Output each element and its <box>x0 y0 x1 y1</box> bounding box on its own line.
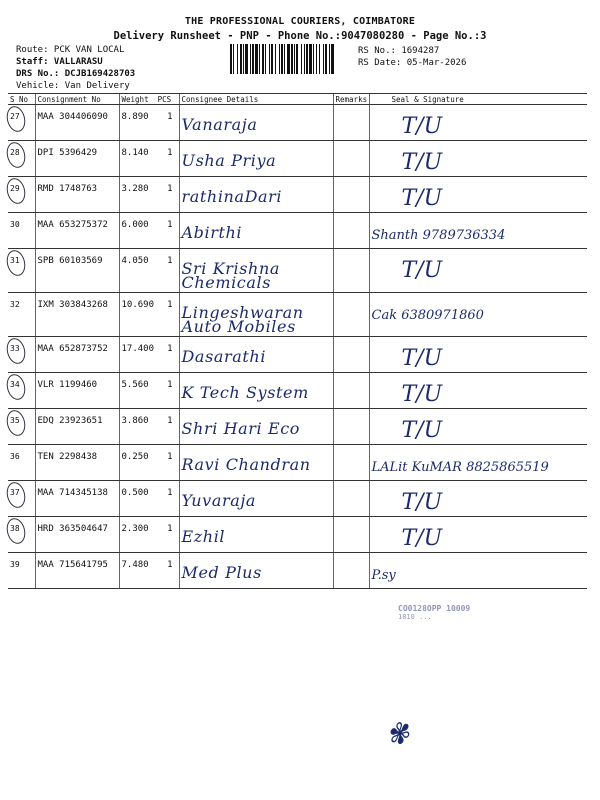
table-row <box>8 141 587 177</box>
sno-text: 29 <box>10 184 20 193</box>
row-pcs: 1 <box>167 184 173 194</box>
row-signature <box>369 481 587 517</box>
row-signature <box>369 293 587 337</box>
row-weight: 3.280 <box>121 184 149 194</box>
row-signature <box>369 249 587 293</box>
row-weight-pcs <box>119 105 179 141</box>
row-weight: 10.690 <box>121 300 155 310</box>
row-signature <box>369 517 587 553</box>
row-remarks <box>333 409 369 445</box>
row-weight-pcs <box>119 553 179 589</box>
sno-text: 34 <box>10 380 20 389</box>
handwritten-scribble: ✾ <box>381 714 415 755</box>
col-header-weight-pcs <box>119 94 179 105</box>
signature-handwriting: T/U <box>401 186 443 211</box>
row-weight: 0.500 <box>121 488 149 498</box>
row-consignee <box>179 293 333 337</box>
row-consignment: MAA 653275372 <box>35 213 119 249</box>
col-header-consignee: Consignee Details <box>179 94 333 105</box>
sno-text: 38 <box>10 524 20 533</box>
table-row <box>8 213 587 249</box>
row-consignment: MAA 652873752 <box>35 337 119 373</box>
row-weight-pcs <box>119 409 179 445</box>
row-consignment: DPI 5396429 <box>35 141 119 177</box>
stamp-line1: CO0128OPP 10009 <box>398 604 471 613</box>
row-signature <box>369 445 587 481</box>
row-weight-pcs <box>119 337 179 373</box>
consignee-handwriting: Abirthi <box>181 223 243 242</box>
row-consignment: TEN 2298438 <box>35 445 119 481</box>
col-header-seal: Seal & Signature <box>369 94 587 105</box>
consignee-handwriting: rathinaDari <box>181 187 283 206</box>
row-signature <box>369 373 587 409</box>
row-sno <box>8 177 35 213</box>
row-consignee <box>179 553 333 589</box>
check-circle-mark <box>4 176 28 206</box>
sno-text: 35 <box>10 416 20 425</box>
row-consignee <box>179 445 333 481</box>
consignee-handwriting: Lingeshwaran Auto Mobiles <box>181 303 304 336</box>
row-signature <box>369 105 587 141</box>
route-text: Route: PCK VAN LOCAL <box>16 45 125 55</box>
sno-text: 39 <box>10 560 20 569</box>
row-pcs: 1 <box>167 300 173 310</box>
check-circle-mark <box>4 140 28 170</box>
check-circle-mark <box>4 336 28 366</box>
row-sno <box>8 293 35 337</box>
row-pcs: 1 <box>167 220 173 230</box>
row-sno <box>8 373 35 409</box>
row-remarks <box>333 249 369 293</box>
row-weight: 3.860 <box>121 416 149 426</box>
row-consignment: MAA 304406090 <box>35 105 119 141</box>
drs-number: DRS No.: DCJB169428703 <box>16 69 136 79</box>
table-row <box>8 249 587 293</box>
row-consignment: EDQ 23923651 <box>35 409 119 445</box>
signature-handwriting: T/U <box>401 114 443 139</box>
signature-handwriting: Shanth 9789736334 <box>371 228 506 243</box>
row-consignee <box>179 141 333 177</box>
row-remarks <box>333 337 369 373</box>
row-sno <box>8 553 35 589</box>
row-consignee <box>179 249 333 293</box>
sno-text: 37 <box>10 488 20 497</box>
consignee-handwriting: Ezhil <box>181 527 226 546</box>
row-pcs: 1 <box>167 112 173 122</box>
row-consignment: SPB 60103569 <box>35 249 119 293</box>
row-pcs: 1 <box>167 488 173 498</box>
row-pcs: 1 <box>167 256 173 266</box>
col-header-weight: Weight <box>121 94 149 104</box>
row-pcs: 1 <box>167 344 173 354</box>
col-header-sno: S No <box>8 94 35 105</box>
row-consignee <box>179 517 333 553</box>
row-pcs: 1 <box>167 416 173 426</box>
check-circle-mark <box>4 372 28 402</box>
signature-handwriting: T/U <box>401 346 443 371</box>
row-consignee <box>179 409 333 445</box>
consignee-handwriting: Usha Priya <box>181 151 277 170</box>
signature-handwriting: T/U <box>401 382 443 407</box>
col-header-consignment: Consignment No <box>35 94 119 105</box>
check-circle-mark <box>4 480 28 510</box>
row-remarks <box>333 177 369 213</box>
rs-number: RS No.: 1694287 <box>358 46 440 56</box>
row-signature <box>369 141 587 177</box>
row-consignee <box>179 481 333 517</box>
row-pcs: 1 <box>167 524 173 534</box>
row-sno <box>8 105 35 141</box>
table-row <box>8 105 587 141</box>
row-consignee <box>179 337 333 373</box>
row-weight: 8.140 <box>121 148 149 158</box>
col-header-pcs: PCS <box>157 94 172 104</box>
signature-handwriting: T/U <box>401 418 443 443</box>
row-signature <box>369 337 587 373</box>
row-weight-pcs <box>119 481 179 517</box>
consignee-handwriting: K Tech System <box>181 383 309 402</box>
signature-handwriting: T/U <box>401 526 443 551</box>
row-remarks <box>333 213 369 249</box>
consignee-handwriting: Ravi Chandran <box>181 455 311 474</box>
row-sno <box>8 141 35 177</box>
office-stamp <box>398 604 528 640</box>
vehicle-text: Vehicle: Van Delivery <box>16 81 130 91</box>
row-remarks <box>333 373 369 409</box>
consignee-handwriting: Sri Krishna Chemicals <box>181 259 280 292</box>
signature-handwriting: P.sy <box>371 568 396 583</box>
document-subtitle: Delivery Runsheet - PNP - Phone No.:9047080280 - Page No.:3 <box>113 30 487 42</box>
row-remarks <box>333 293 369 337</box>
row-weight-pcs <box>119 293 179 337</box>
row-consignee <box>179 177 333 213</box>
row-weight: 4.050 <box>121 256 149 266</box>
row-consignment: VLR 1199460 <box>35 373 119 409</box>
sno-text: 32 <box>10 300 20 309</box>
signature-handwriting: T/U <box>401 490 443 515</box>
row-consignment: MAA 715641795 <box>35 553 119 589</box>
row-consignee <box>179 105 333 141</box>
row-sno <box>8 213 35 249</box>
row-sno <box>8 517 35 553</box>
row-weight: 6.000 <box>121 220 149 230</box>
row-weight: 5.560 <box>121 380 149 390</box>
row-pcs: 1 <box>167 560 173 570</box>
sno-text: 33 <box>10 344 20 353</box>
table-row <box>8 409 587 445</box>
check-circle-mark <box>4 248 28 278</box>
row-consignment: RMD 1748763 <box>35 177 119 213</box>
row-remarks <box>333 105 369 141</box>
row-pcs: 1 <box>167 452 173 462</box>
row-weight-pcs <box>119 445 179 481</box>
row-signature <box>369 553 587 589</box>
signature-handwriting: LALit KuMAR 8825865519 <box>371 460 549 475</box>
row-sno <box>8 409 35 445</box>
consignee-handwriting: Dasarathi <box>181 347 267 366</box>
row-pcs: 1 <box>167 380 173 390</box>
table-row <box>8 337 587 373</box>
col-header-remarks: Remarks <box>333 94 369 105</box>
consignee-handwriting: Med Plus <box>181 563 262 582</box>
table-row <box>8 293 587 337</box>
row-weight-pcs <box>119 249 179 293</box>
sno-text: 28 <box>10 148 20 157</box>
check-circle-mark <box>4 408 28 438</box>
barcode <box>230 44 357 74</box>
row-sno <box>8 337 35 373</box>
table-row <box>8 553 587 589</box>
row-remarks <box>333 445 369 481</box>
row-weight-pcs <box>119 177 179 213</box>
table-row <box>8 517 587 553</box>
row-consignment: HRD 363504647 <box>35 517 119 553</box>
row-signature <box>369 213 587 249</box>
signature-handwriting: T/U <box>401 150 443 175</box>
document-title: THE PROFESSIONAL COURIERS, COIMBATORE <box>184 16 416 27</box>
sno-text: 30 <box>10 220 20 229</box>
row-signature <box>369 409 587 445</box>
consignee-handwriting: Yuvaraja <box>181 491 257 510</box>
row-weight: 8.890 <box>121 112 149 122</box>
signature-handwriting: T/U <box>401 258 443 283</box>
row-weight: 2.300 <box>121 524 149 534</box>
sno-text: 31 <box>10 256 20 265</box>
row-remarks <box>333 553 369 589</box>
row-consignment: IXM 303843268 <box>35 293 119 337</box>
runsheet-meta-left <box>16 44 135 92</box>
row-weight: 0.250 <box>121 452 149 462</box>
row-weight-pcs <box>119 373 179 409</box>
row-weight: 17.400 <box>121 344 155 354</box>
row-pcs: 1 <box>167 148 173 158</box>
consignee-handwriting: Shri Hari Eco <box>181 419 301 438</box>
check-circle-mark <box>4 104 28 134</box>
row-remarks <box>333 517 369 553</box>
row-weight-pcs <box>119 141 179 177</box>
row-sno <box>8 445 35 481</box>
rs-date: RS Date: 05-Mar-2026 <box>358 58 467 68</box>
row-remarks <box>333 481 369 517</box>
row-sno <box>8 249 35 293</box>
consignee-handwriting: Vanaraja <box>181 115 258 134</box>
signature-handwriting: Cak 6380971860 <box>371 308 484 323</box>
row-weight-pcs <box>119 517 179 553</box>
stamp-line2: 1810 ... <box>398 613 432 621</box>
row-remarks <box>333 141 369 177</box>
row-consignee <box>179 373 333 409</box>
check-circle-mark <box>4 516 28 546</box>
table-row <box>8 481 587 517</box>
row-consignment: MAA 714345138 <box>35 481 119 517</box>
runsheet-table <box>8 93 587 589</box>
table-header-row <box>8 94 587 105</box>
row-sno <box>8 481 35 517</box>
row-signature <box>369 177 587 213</box>
sno-text: 27 <box>10 112 20 121</box>
row-weight-pcs <box>119 213 179 249</box>
table-row <box>8 373 587 409</box>
staff-text: Staff: VALLARASU <box>16 57 103 67</box>
runsheet-meta-right <box>358 45 466 69</box>
row-consignee <box>179 213 333 249</box>
table-row <box>8 445 587 481</box>
row-weight: 7.480 <box>121 560 149 570</box>
table-row <box>8 177 587 213</box>
sno-text: 36 <box>10 452 20 461</box>
